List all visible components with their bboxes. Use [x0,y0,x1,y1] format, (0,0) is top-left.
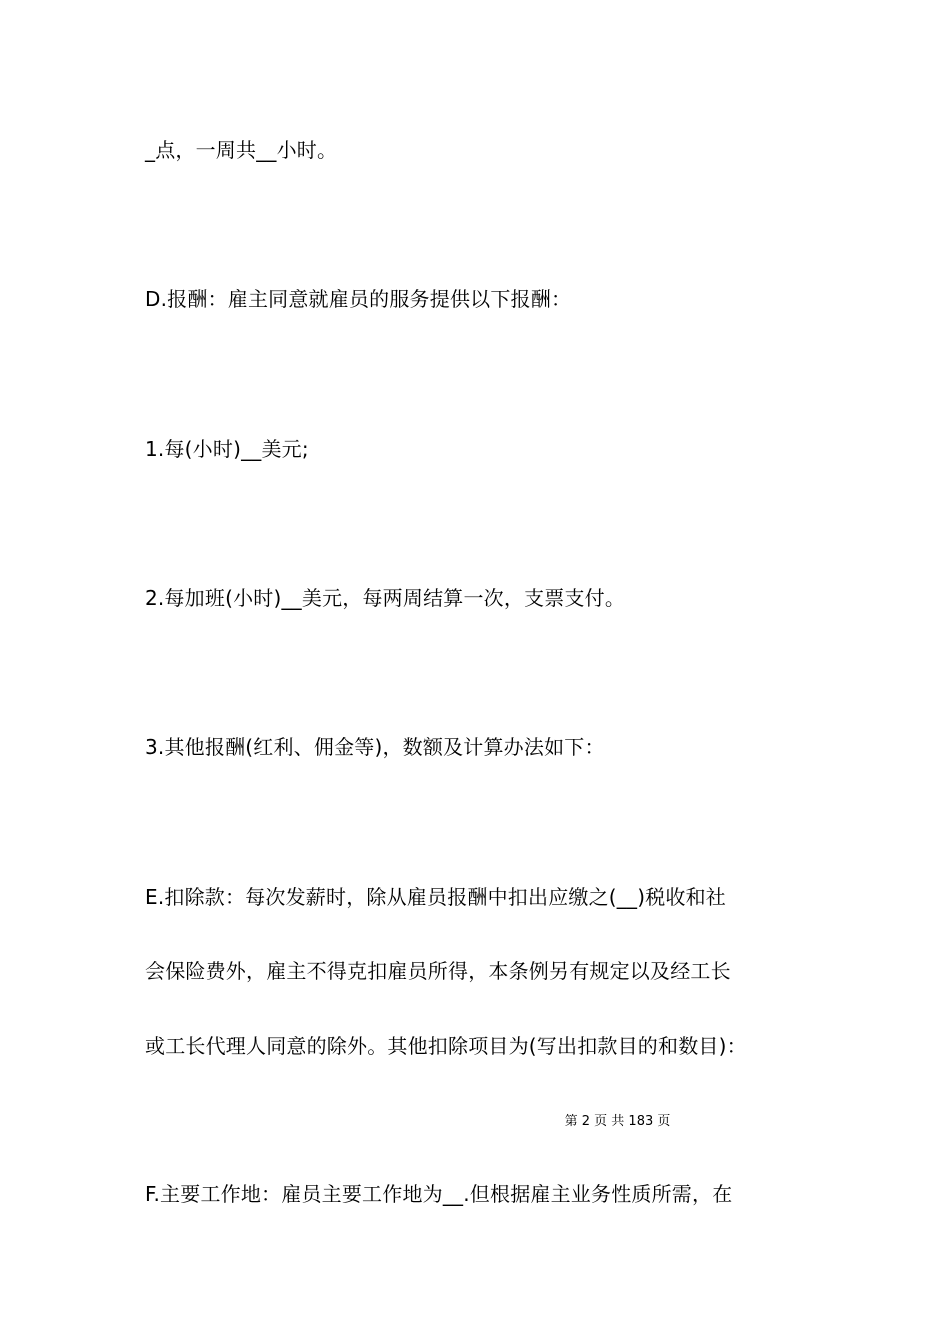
text-line-other-pay: 3.其他报酬(红利、佣金等)，数额及计算办法如下： [145,735,605,759]
text-line-section-e-part1: E.扣除款：每次发薪时，除从雇员报酬中扣出应缴之(__)税收和社 [145,885,726,909]
text-line-overtime-pay: 2.每加班(小时)__美元，每两周结算一次，支票支付。 [145,586,626,610]
text-line-section-f: F.主要工作地：雇员主要工作地为__.但根据雇主业务性质所需，在 [145,1182,733,1206]
page-number-footer: 第 2 页 共 183 页 [564,1114,671,1129]
text-line-section-d-heading: D.报酬：雇主同意就雇员的服务提供以下报酬： [145,287,572,311]
text-line-hours-week: _点，一周共__小时。 [145,138,338,162]
text-line-section-e-part2: 会保险费外，雇主不得克扣雇员所得，本条例另有规定以及经工长 [145,959,731,983]
text-line-hourly-pay: 1.每(小时)__美元; [145,437,309,461]
text-line-section-e-part3: 或工长代理人同意的除外。其他扣除项目为(写出扣款目的和数目)： [145,1034,747,1058]
